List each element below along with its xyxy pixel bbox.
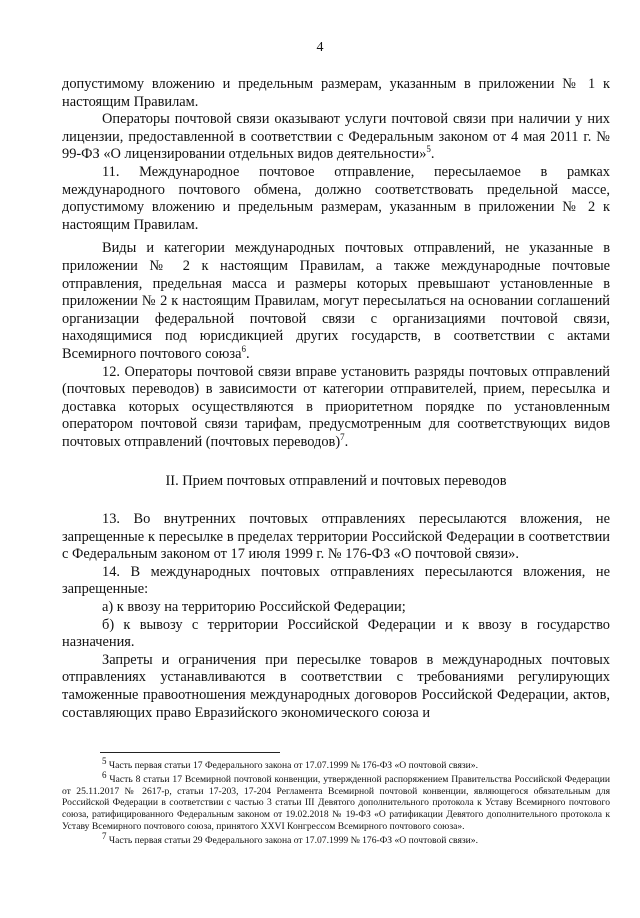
footnote-text: Часть первая статьи 29 Федерального закона от 17.07.1999 № 176-ФЗ «О почтовой связи». [108, 834, 478, 846]
paragraph: Операторы почтовой связи оказывают услуги почтовой связи при наличии у них лицензии, предоставленной в соответствии с Федеральным законом от 4 мая 2011 г. № 99-ФЗ «О лицензировании отдельных видов деятельности»$^5$. [62, 111, 610, 163]
paragraph: 12. Операторы почтовой связи вправе установить разряды почтовых отправлений (почтовых переводов) в зависимости от категории отправителей, прием, пересылка и доставка которых осуществляются в приоритетном порядке по установленным оператором почтовой связи тарифам, предусмотренным для соответствующих видов почтовых отправлений (почтовых переводов)$^7$. [62, 363, 610, 450]
paragraph-text: Виды и категории международных почтовых отправлений, не указанные в приложении № 2 к настоящим Правилам, а также международные почтовые отправления, предельная масса и размеры которых превышают установленные в приложении № 2 к настоящим Правилам, могут пересылаться на основании соглашений организации федеральной почтовой связи с организациями почтовой связи, находящимися под юрисдикцией других государств, в соответствии с актами Всемирного почтового союза [62, 240, 610, 362]
list-item: а) к ввозу на территорию Российской Федерации; [102, 599, 406, 616]
footnote [62, 830, 610, 847]
footnote-number: 5 [102, 755, 107, 766]
footnote [62, 769, 610, 833]
paragraph-text: 12. Операторы почтовой связи вправе установить разряды почтовых отправлений (почтовых переводов) в зависимости от категории отправителей, прием, пересылка и доставка которых осуществляются в приоритетном порядке по установленным оператором почтовой связи тарифам, предусмотренным для соответствующих видов почтовых отправлений (почтовых переводов) [62, 363, 610, 450]
page-number: 4 [316, 40, 324, 55]
footnote-separator [100, 752, 280, 753]
footnote-number: 6 [102, 769, 107, 780]
paragraph: Запреты и ограничения при пересылке товаров в международных почтовых отправлениях устанавливаются в соответствии с требованиями регулирующих таможенные правоотношения международных договоров Российской Федерации, актов, составляющих право Евразийского экономического союза и [62, 651, 610, 721]
paragraph: 14. В международных почтовых отправлениях пересылаются вложения, не запрещенные: [62, 563, 610, 598]
paragraph: допустимому вложению и предельным размерам, указанным в приложении № 1 к настоящим Правилам. [62, 76, 610, 110]
paragraph: 11. Международное почтовое отправление, пересылаемое в рамках международного почтового обмена, должно соответствовать предельной массе, допустимому вложению и предельным размерам, указанным в приложении № 2 к настоящим Правилам. [62, 163, 610, 233]
paragraph: 13. Во внутренних почтовых отправлениях пересылаются вложения, не запрещенные к пересылке в пределах территории Российской Федерации в соответствии с Федеральным законом от 17 июля 1999 г. № 176-ФЗ «О почтовой связи». [62, 511, 610, 563]
footnote-text: Часть первая статьи 17 Федерального закона от 17.07.1999 № 176-ФЗ «О почтовой связи». [108, 760, 478, 771]
document-body [62, 76, 610, 722]
footnote-ref[interactable]: 7 [340, 432, 345, 443]
paragraph-text: Операторы почтовой связи оказывают услуги почтовой связи при наличии у них лицензии, предоставленной в соответствии с Федеральным законом от 4 мая 2011 г. № 99-ФЗ «О лицензировании отдельных видов деятельности» [62, 111, 610, 163]
footnotes [62, 755, 610, 849]
section-heading: II. Прием почтовых отправлений и почтовых переводов [165, 473, 507, 490]
footnote [62, 755, 610, 772]
list-item: б) к вывозу с территории Российской Федерации и к ввозу в государство назначения. [62, 616, 610, 651]
footnote-ref[interactable]: 6 [241, 344, 246, 355]
footnote-ref[interactable]: 5 [426, 144, 431, 155]
paragraph: Виды и категории международных почтовых отправлений, не указанные в приложении № 2 к настоящим Правилам, а также международные почтовые отправления, предельная масса и размеры которых превышают установленные в приложении № 2 к настоящим Правилам, могут пересылаться на основании соглашений организации федеральной почтовой связи с организациями почтовой связи, находящимися под юрисдикцией других государств, в соответствии с актами Всемирного почтового союза$^6$. [62, 240, 610, 362]
footnote-text: Часть 8 статьи 17 Всемирной почтовой конвенции, утвержденной распоряжением Правительства Российской Федерации от 25.11.2017 № 2617-р, статьи 17-203, 17-204 Регламента Всемирной почтовой конвенции, являющегося обязательным для Российской Федерации в соответствии с частью 3 статьи III Девятого дополнительного протокола к Уставу Всемирного почтового союза, ратифицированного Федеральным законом от 19.02.2018 № 19-ФЗ «О ратификации Девятого дополнительного протокола к Уставу Всемирного почтового союза, принятого XXVI Конгрессом Всемирного почтового союза». [62, 773, 610, 832]
footnote-number: 7 [102, 830, 107, 841]
